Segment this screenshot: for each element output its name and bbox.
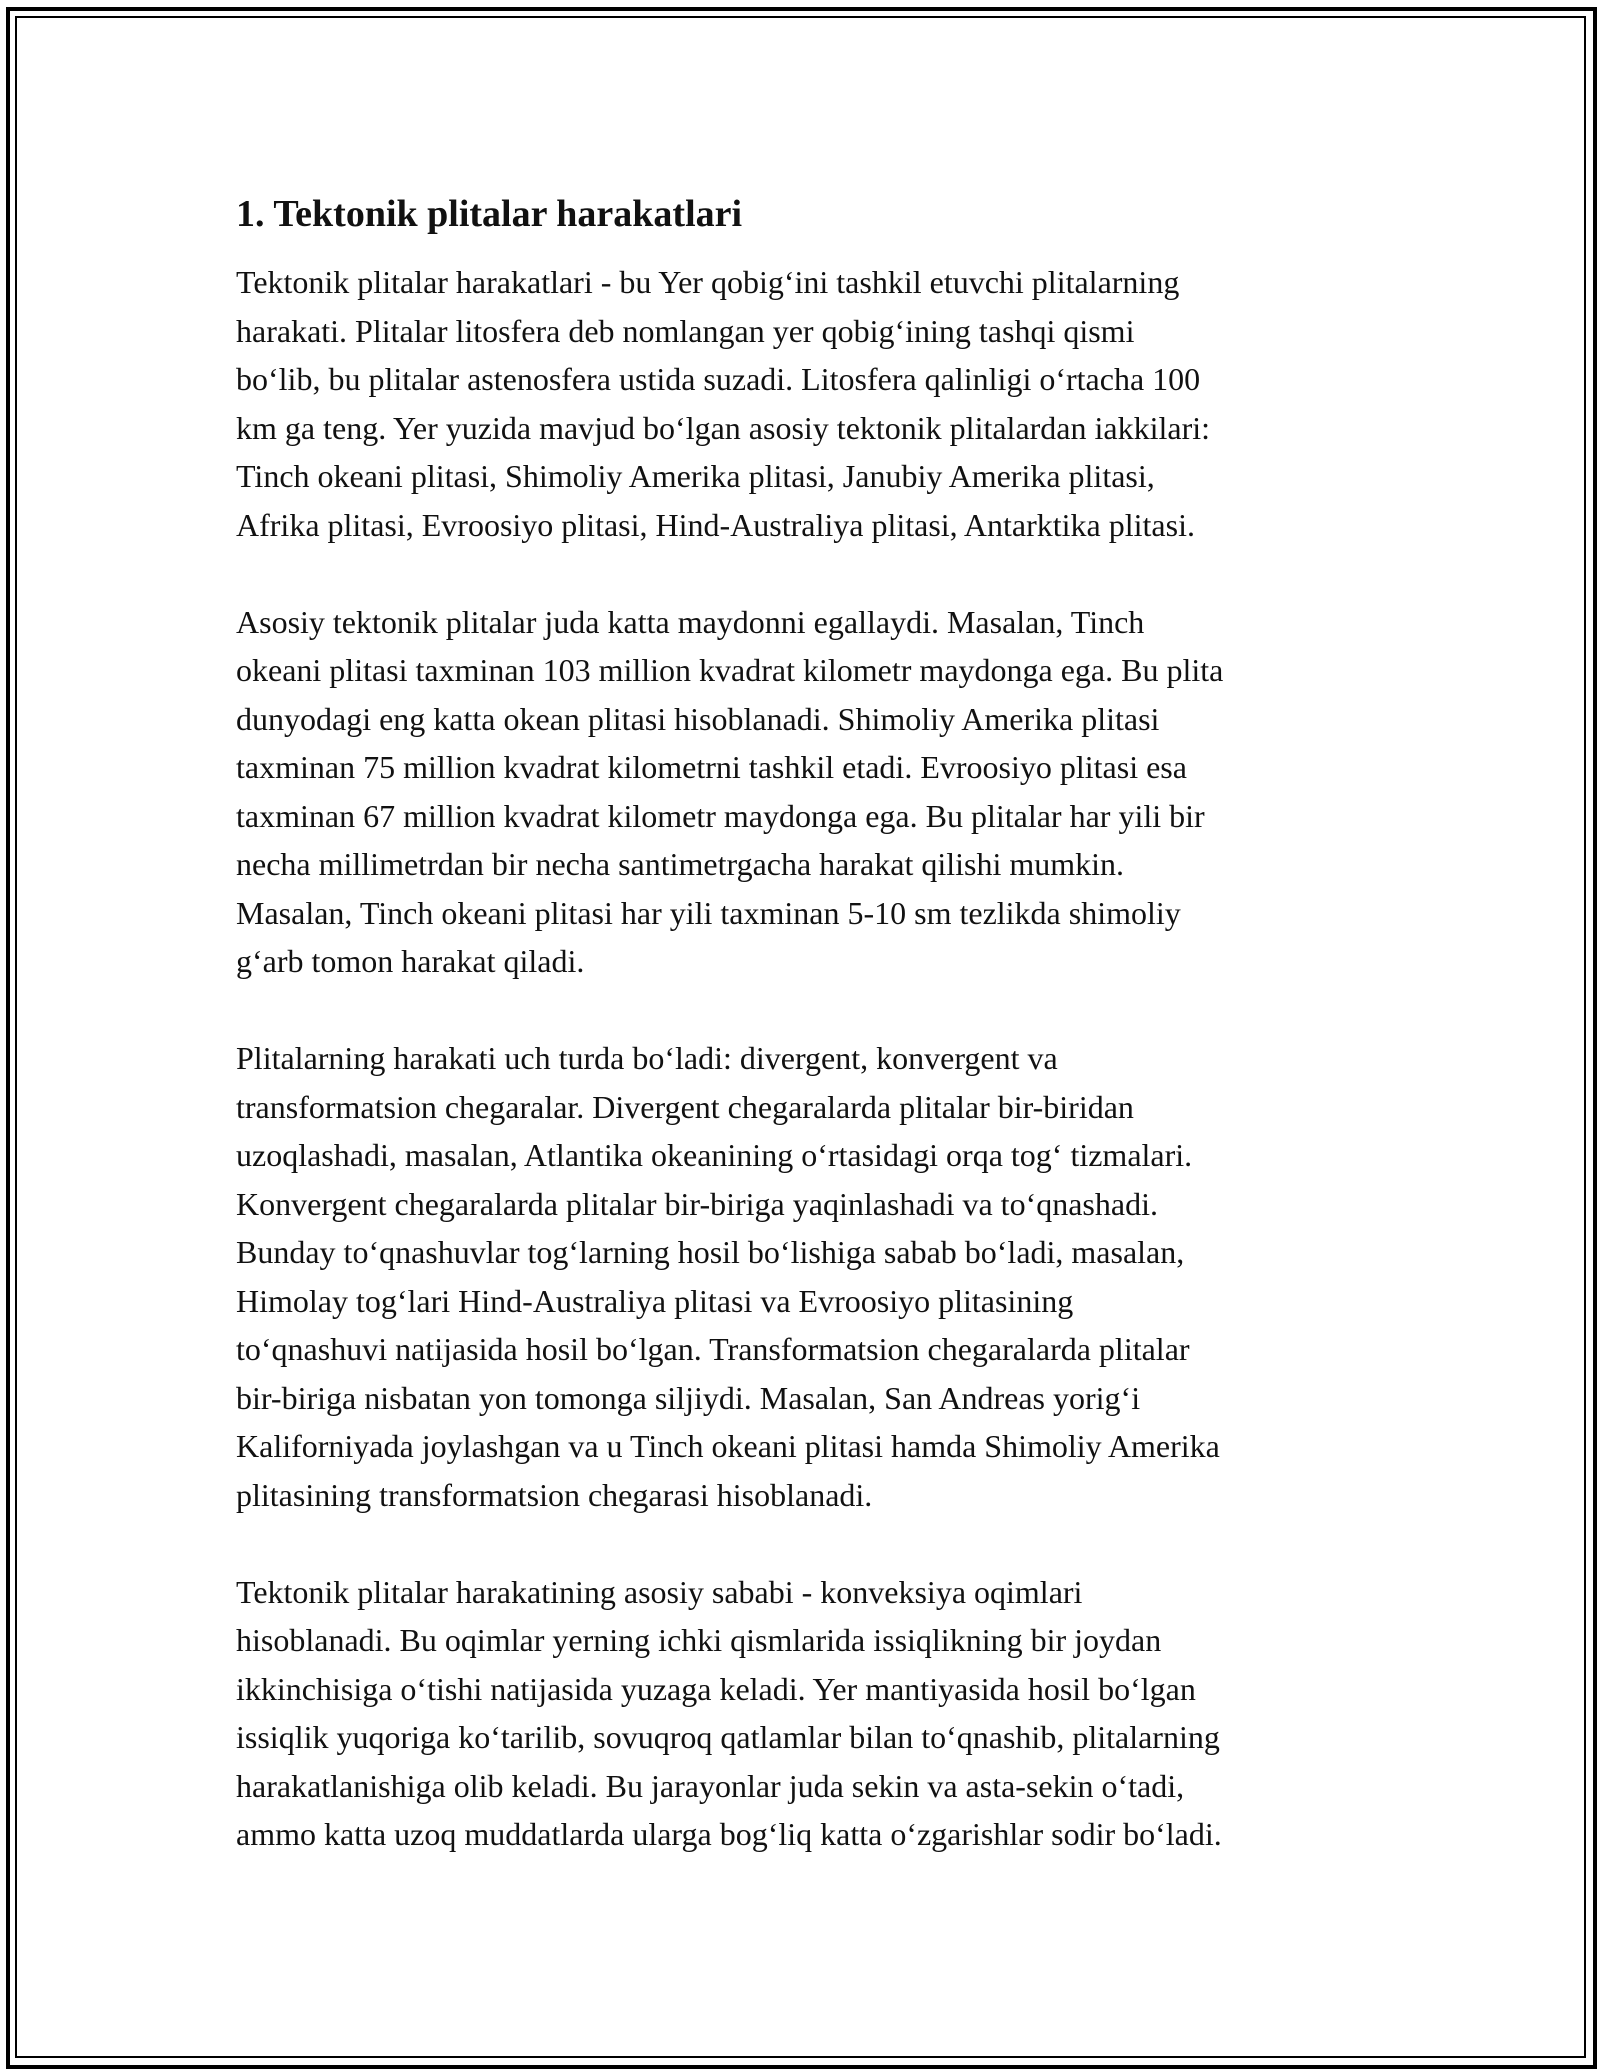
paragraph-boundary-types: Plitalarning harakati uch turda bo‘ladi: divergent, konvergent va transformatsion chegaralar. Divergent chegaralarda plitalar bir-biridan uzoqlashadi, masalan, Atlantika okeanining o‘rtasidagi orqa tog‘ tizmalari. Konvergent chegaralarda plitalar bir-biriga yaqinlashadi va to‘qnashadi. Bunday to‘qnashuvlar tog‘larning hosil bo‘lishiga sabab bo‘ladi, masalan, Himolay tog‘lari Hind-Australiya plitasi va Evroosiyo plitasining to‘qnashuvi natijasida hosil bo‘lgan. Transformatsion chegaralarda plitalar bir-biriga nisbatan yon tomonga siljiydi. Masalan, San Andreas yorig‘i Kaliforniyada joylashgan va u Tinch okeani plitasi hamda Shimoliy Amerika plitasining transformatsion chegarasi hisoblanadi. — [236, 1040, 1220, 1513]
document-body — [236, 186, 1386, 1859]
paragraph-plate-areas: Asosiy tektonik plitalar juda katta maydonni egallaydi. Masalan, Tinch okeani plitasi taxminan 103 million kvadrat kilometr maydonga ega. Bu plita dunyodagi eng katta okean plitasi hisoblanadi. Shimoliy Amerika plitasi taxminan 75 million kvadrat kilometrni tashkil etadi. Evroosiyo plitasi esa taxminan 67 million kvadrat kilometr maydonga ega. Bu plitalar har yili bir necha millimetrdan bir necha santimetrgacha harakat qilishi mumkin. Masalan, Tinch okeani plitasi har yili taxminan 5-10 sm tezlikda shimoliy g‘arb tomon harakat qiladi. — [236, 603, 1224, 979]
paragraph-convection-causes: Tektonik plitalar harakatining asosiy sababi - konveksiya oqimlari hisoblanadi. Bu oqimlar yerning ichki qismlarida issiqlikning bir joydan ikkinchisiga o‘tishi natijasida yuzaga keladi. Yer mantiyasida hosil bo‘lgan issiqlik yuqoriga ko‘tarilib, sovuqroq qatlamlar bilan to‘qnashib, plitalarning harakatlanishiga olib keladi. Bu jarayonlar juda sekin va asta-sekin o‘tadi, ammo katta uzoq muddatlarda ularga bog‘liq katta o‘zgarishlar sodir bo‘ladi. — [236, 1573, 1222, 1852]
paragraph-plate-movements-intro: Tektonik plitalar harakatlari - bu Yer qobig‘ini tashkil etuvchi plitalarning harakati. Plitalar litosfera deb nomlangan yer qobig‘ining tashqi qismi bo‘lib, bu plitalar astenosfera ustida suzadi. Litosfera qalinligi o‘rtacha 100 km ga teng. Yer yuzida mavjud bo‘lgan asosiy tektonik plitalardan iakkilari: Tinch okeani plitasi, Shimoliy Amerika plitasi, Janubiy Amerika plitasi, Afrika plitasi, Evroosiyo plitasi, Hind-Australiya plitasi, Antarktika plitasi. — [236, 264, 1211, 543]
section-title: 1. Tektonik plitalar harakatlari — [236, 193, 743, 235]
